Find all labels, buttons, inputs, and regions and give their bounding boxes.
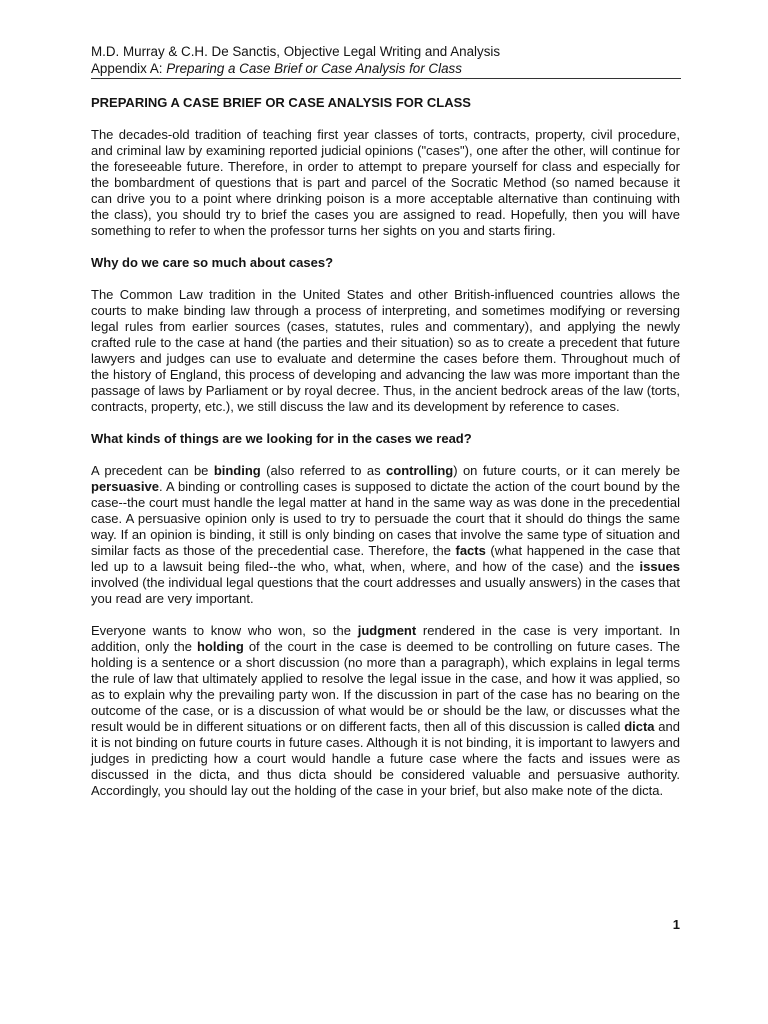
header-appendix-title: Preparing a Case Brief or Case Analysis for Class <box>166 61 462 76</box>
running-header <box>91 43 681 77</box>
judgment-paragraph <box>91 623 680 799</box>
term-facts: facts <box>455 543 486 558</box>
section-heading-cases: Why do we care so much about cases? <box>91 255 334 270</box>
text-run: rendered in the case is very important. In addition, only the <box>91 623 680 654</box>
text-run: (also referred to as <box>260 463 387 478</box>
header-appendix-line <box>91 60 681 77</box>
header-authors-line: M.D. Murray & C.H. De Sanctis, Objective Legal Writing and Analysis <box>91 44 501 59</box>
text-run: . A binding or controlling cases is supposed to dictate the action of the court bound by the case--the court must handle the legal matter at hand in the same way as was done in the precedential case. A persuasive opinion only is used to try to persuade the court that it should do things the same way. If an opinion is binding, it still is only binding on cases that involve the same type of situation and similar facts as those of the precedential case. Therefore, the <box>91 479 680 558</box>
term-persuasive: persuasive <box>91 479 159 494</box>
text-run: (what happened in the case that led up to a lawsuit being filed--the who, what, when, where, and how of the case) and the <box>91 543 680 574</box>
term-binding: binding <box>213 463 261 478</box>
term-issues: issues <box>639 559 680 574</box>
document-body <box>91 95 680 815</box>
term-holding: holding <box>196 639 244 654</box>
term-judgment: judgment <box>357 623 417 638</box>
term-controlling: controlling <box>386 463 454 478</box>
section-heading-looking-for: What kinds of things are we looking for in the cases we read? <box>91 431 472 446</box>
common-law-paragraph: The Common Law tradition in the United States and other British-influenced countries allows the courts to make binding law through a process of interpreting, and sometimes modifying or reversing legal rules from earlier sources (cases, statutes, rules and commentary), and applying the newly crafted rule to the case at hand (the parties and their situation) so as to create a precedent that future lawyers and judges can use to evaluate and determine the cases before them. Throughout much of the history of England, this process of developing and advancing the law was more important than the passage of laws by Parliament or by royal decree. Thus, in the ancient bedrock areas of the law (torts, contracts, property, etc.), we still discuss the law and its development by reference to cases. <box>91 287 680 414</box>
term-dicta: dicta <box>624 719 655 734</box>
document-title: PREPARING A CASE BRIEF OR CASE ANALYSIS FOR CLASS <box>91 95 471 110</box>
header-appendix-prefix: Appendix A: <box>91 61 167 76</box>
precedent-paragraph <box>91 463 680 607</box>
text-run: A precedent can be <box>91 463 214 478</box>
text-run: ) on future courts, or it can merely be <box>453 463 680 478</box>
text-run: involved (the individual legal questions that the court addresses and usually answers) in the cases that you read are very important. <box>91 575 680 606</box>
header-rule <box>91 78 681 79</box>
text-run: and it is not binding on future courts in future cases. Although it is not binding, it is important to lawyers and judges in predicting how a court would handle a future case where the facts and issues were as discussed in the dicta, and thus dicta should be considered valuable and persuasive authority. Accordingly, you should lay out the holding of the case in your brief, but also make note of the dicta. <box>91 719 680 798</box>
text-run: Everyone wants to know who won, so the <box>91 623 358 638</box>
page-number: 1 <box>672 917 680 932</box>
intro-paragraph: The decades-old tradition of teaching first year classes of torts, contracts, property, civil procedure, and criminal law by examining reported judicial opinions ("cases"), one after the other, will continue for the foreseeable future. Therefore, in order to attempt to prepare yourself for class and especially for the bombardment of questions that is part and parcel of the Socratic Method (so named because it can drive you to a point where drinking poison is a more acceptable alternative than continuing with the class), you should try to brief the cases you are assigned to read. Hopefully, then you will have something to refer to when the professor turns her sights on you and starts firing. <box>91 127 680 238</box>
text-run: of the court in the case is deemed to be controlling on future cases. The holding is a sentence or a short discussion (no more than a paragraph), which explains in legal terms the rule of law that ultimately applied to resolve the legal issue in the case, and how it was applied, so as to explain why the prevailing party won. If the discussion in part of the case has no bearing on the outcome of the case, or is a discussion of what would be or should be the law, or discusses what the result would be in different situations or on different facts, then all of this discussion is called <box>91 639 680 734</box>
